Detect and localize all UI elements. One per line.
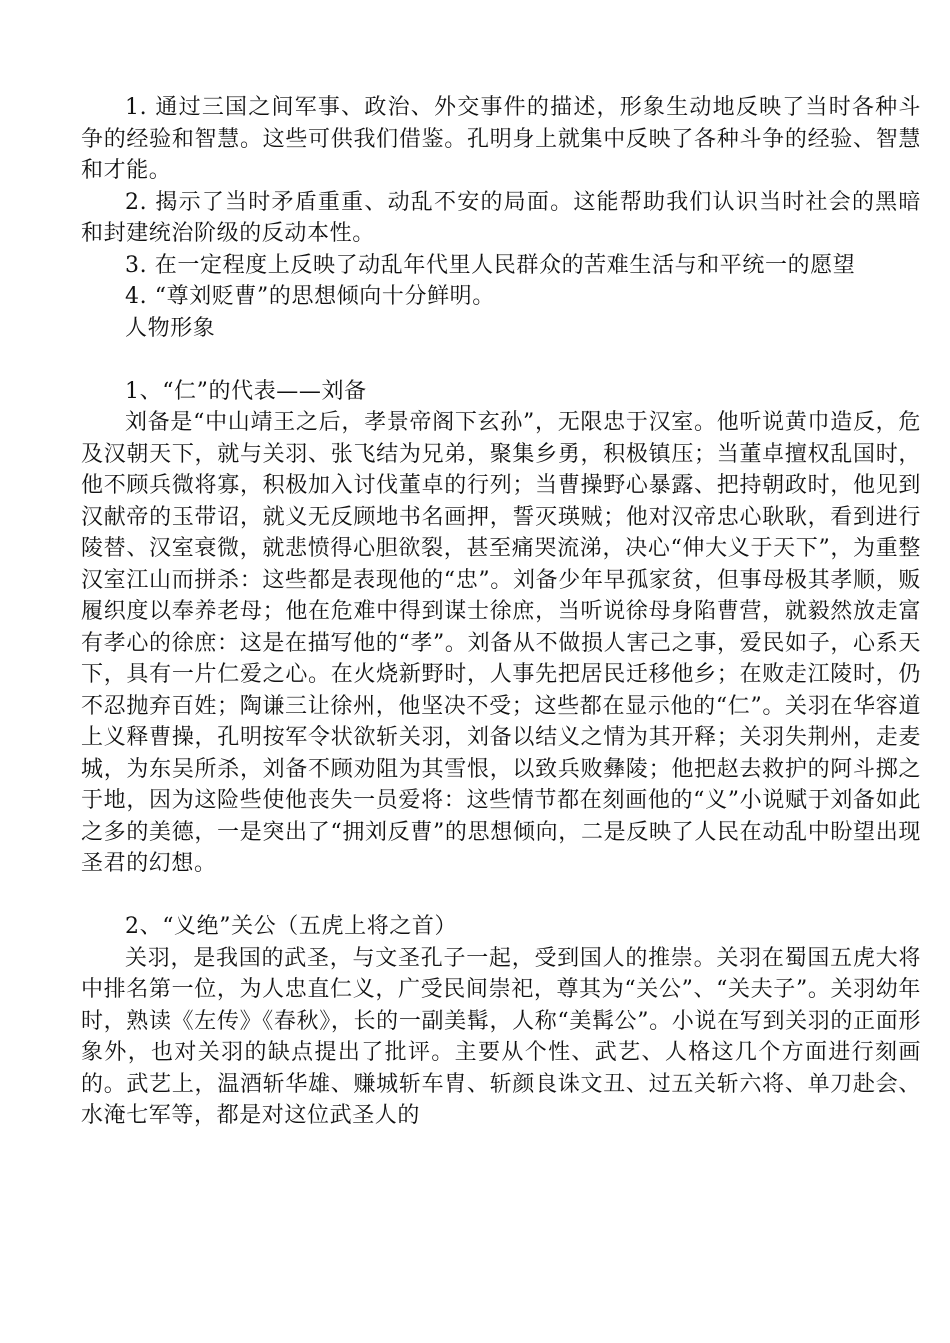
intro-point-4: 4. “尊刘贬曹”的思想倾向十分鲜明。 [125, 284, 495, 309]
intro-point-1: 1. 通过三国之间军事、政治、外交事件的描述，形象生动地反映了当时各种斗争的经验和智慧。这些可供我们借鉴。孔明身上就集中反映了各种斗争的经验、智慧和才能。 [81, 95, 921, 183]
blank-line [81, 344, 921, 376]
characters-heading: 人物形象 [125, 315, 216, 341]
section1-body: 刘备是“中山靖王之后，孝景帝阁下玄孙”，无限忠于汉室。他听说黄巾造反，危及汉朝天下，就与关羽、张飞结为兄弟，聚集乡勇，积极镇压；当董卓擅权乱国时，他不顾兵微将寡，积极加入讨伐董卓的行列；当曹操野心暴露、把持朝政时，他见到汉献帝的玉带诏，就义无反顾地书名画押，誓灭瑛贼；他对汉帝忠心耿耿，看到进行陵替、汉室衰微，就悲愤得心胆欲裂，甚至痛哭流涕，决心“伸大义于天下”，为重整汉室江山而拼杀：这些都是表现他的“忠”。刘备少年早孤家贫，但事母极其孝顺，贩履织度以奉养老母；他在危难中得到谋士徐庶，当听说徐母身陷曹营，就毅然放走富有孝心的徐庶：这是在描写他的“孝”。刘备从不做损人害己之事，爱民如子，心系天下，具有一片仁爱之心。在火烧新野时，人事先把居民迁移他乡；在败走江陵时，仍不忍抛弃百姓；陶谦三让徐州，他坚决不受；这些都在显示他的“仁”。关羽在华容道上义释曹操，孔明按军令状欲斩关羽，刘备以结义之情为其开释；关羽失荆州，走麦城，为东吴所杀，刘备不顾劝阻为其雪恨，以致兵败彝陵；他把赵去救护的阿斗掷之于地，因为这险些使他丧失一员爱将：这些情节都在刻画他的“义”小说赋于刘备如此之多的美德，一是突出了“拥刘反曹”的思想倾向，二是反映了人民在动乱中盼望出现圣君的幻想。 [81, 410, 921, 876]
section2-body: 关羽，是我国的武圣，与文圣孔子一起，受到国人的推崇。关羽在蜀国五虎大将中排名第一位，为人忠直仁义，广受民间崇祀，尊其为“关公”、“关夫子”。关羽幼年时，熟读《左传》《春秋》，长的一副美髯，人称“美髯公”。小说在写到关羽的正面形象外，也对关羽的缺点提出了批评。主要从个性、武艺、人格这几个方面进行刻画的。武艺上，温酒斩华雄、赚城斩车胄、斩颜良诛文丑、过五关斩六将、单刀赴会、水淹七军等，都是对这位武圣人的 [81, 945, 921, 1128]
section1-heading: 1、“仁”的代表——刘备 [125, 378, 367, 404]
intro-point-2: 2. 揭示了当时矛盾重重、动乱不安的局面。这能帮助我们认识当时社会的黑暗和封建统治阶级的反动本性。 [81, 189, 921, 246]
document-page [81, 92, 921, 1132]
section2-heading: 2、“义绝”关公（五虎上将之首） [125, 914, 458, 939]
blank-line [81, 880, 921, 912]
intro-point-3: 3. 在一定程度上反映了动乱年代里人民群众的苦难生活与和平统一的愿望 [125, 252, 856, 278]
